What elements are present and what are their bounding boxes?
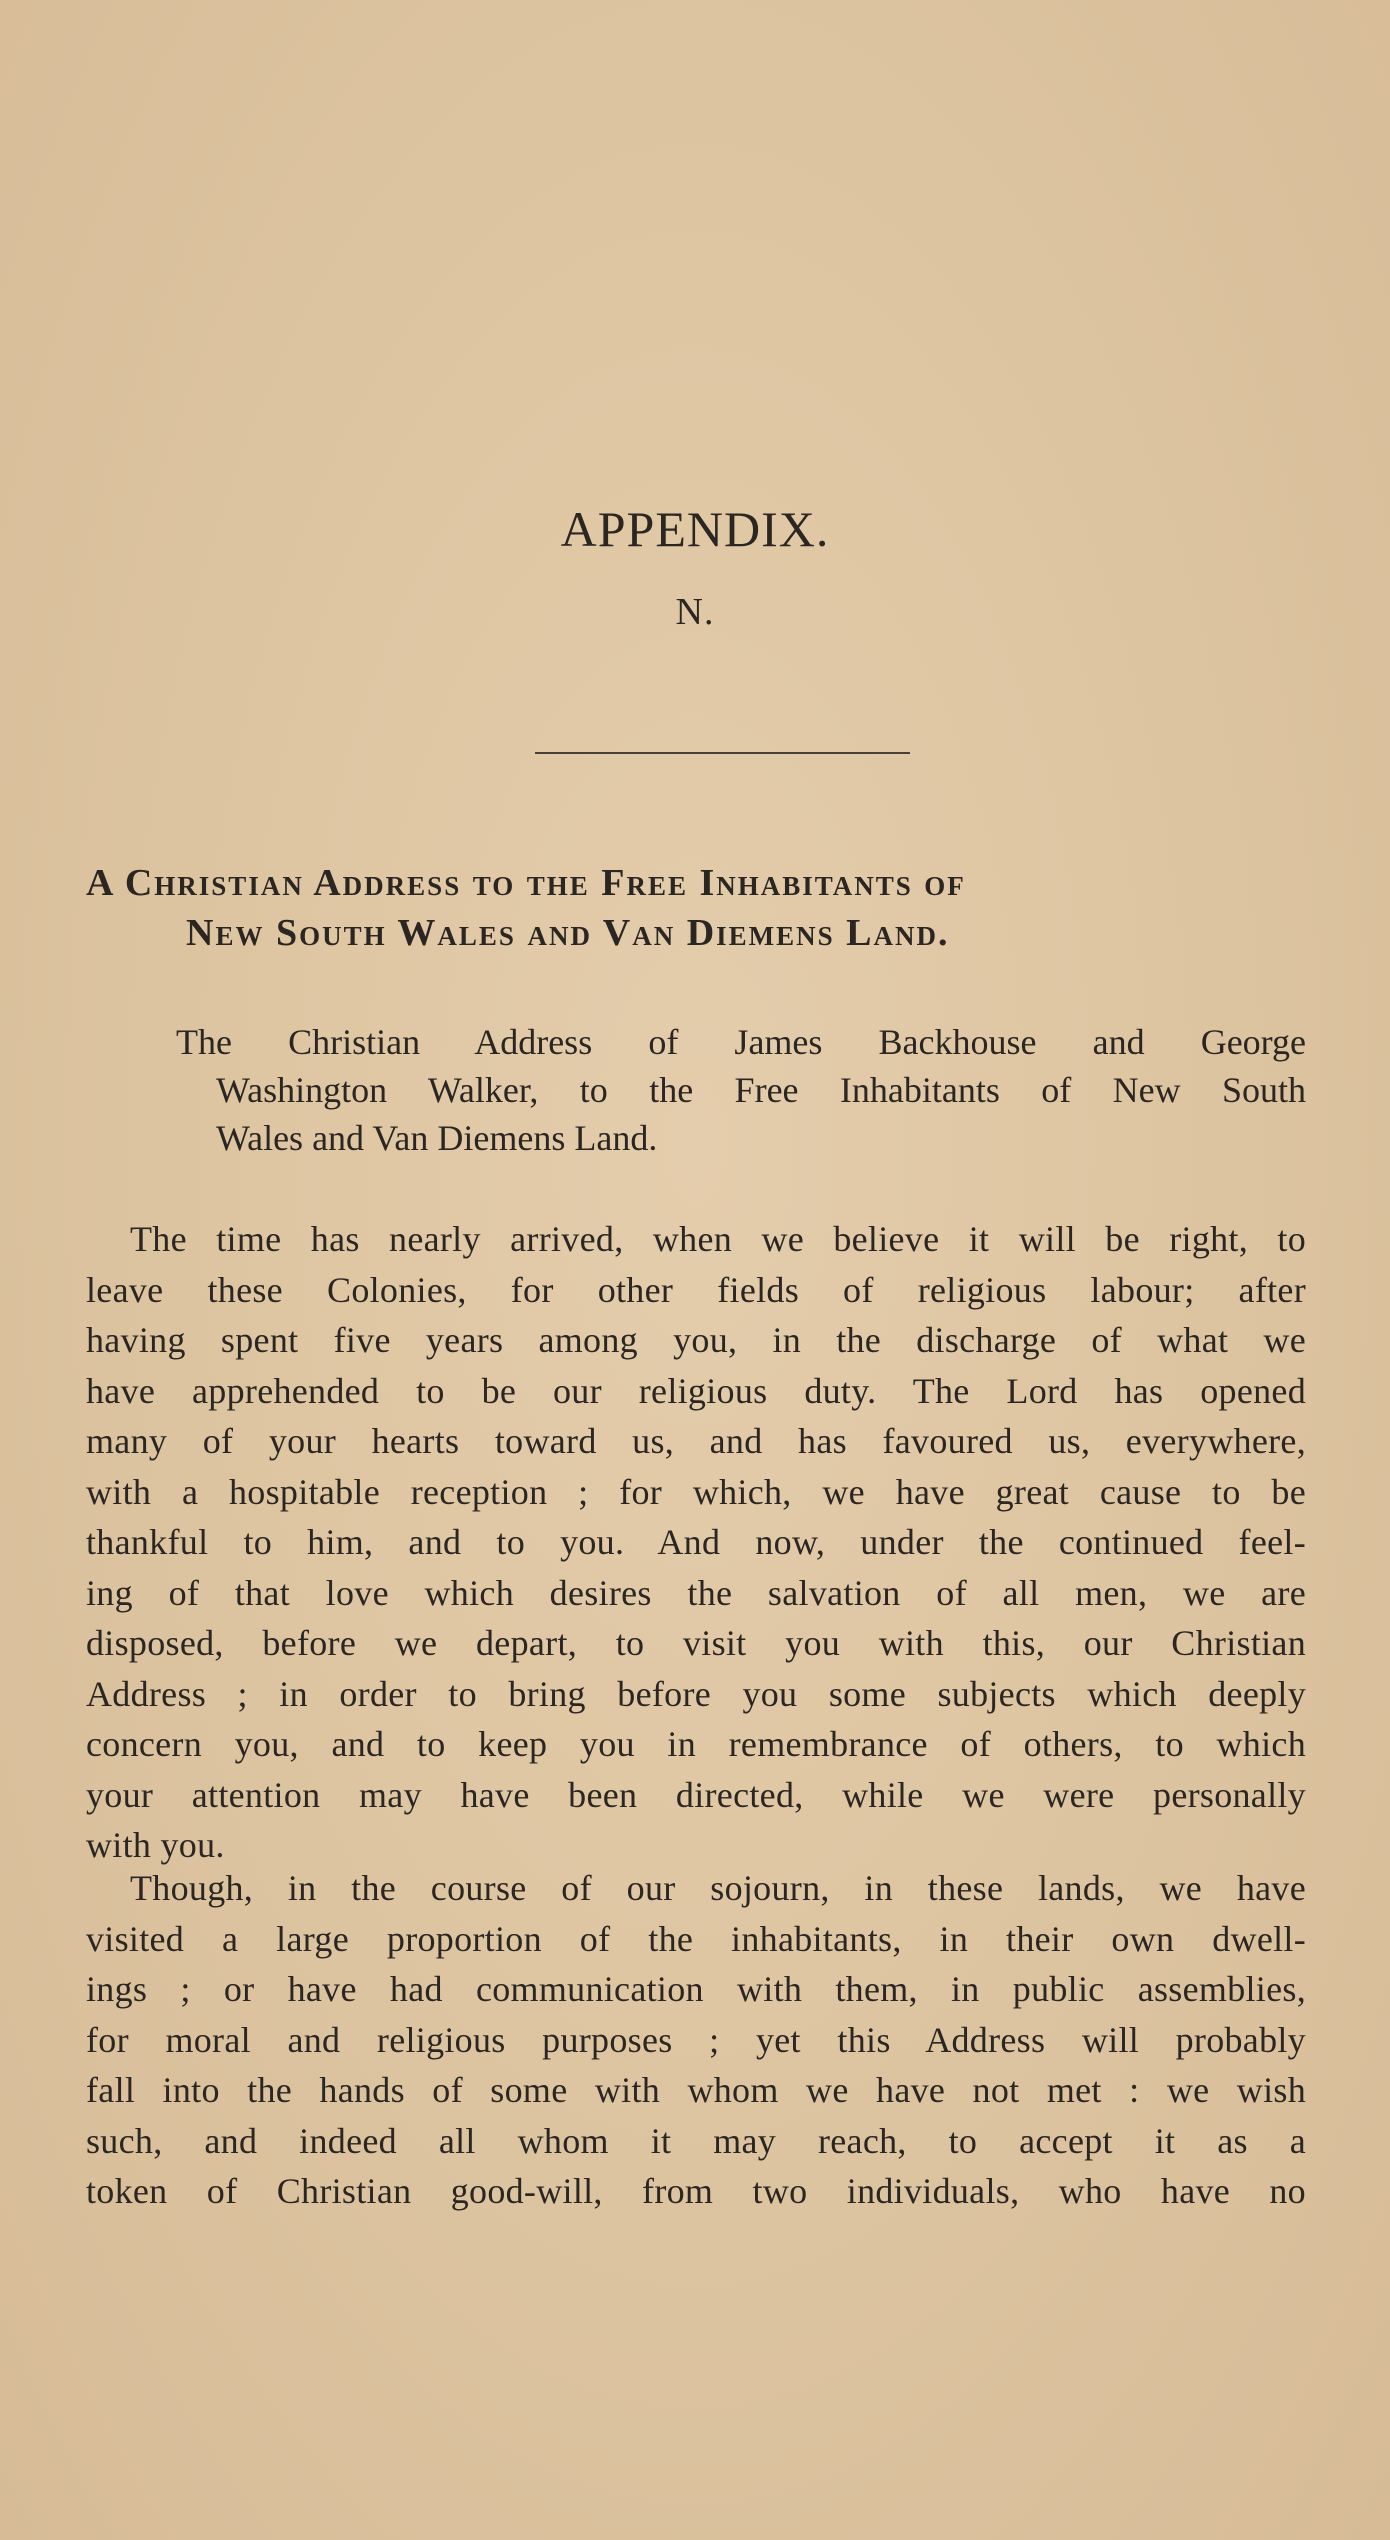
appendix-title: APPENDIX.: [560, 501, 830, 557]
text-line: have apprehended to be our religious duty. The Lord has opened: [86, 1370, 1306, 1411]
text-line: such, and indeed all whom it may reach, to accept it as a: [86, 2120, 1306, 2161]
text-line: concern you, and to keep you in remembrance of others, to which: [86, 1724, 1306, 1764]
text-line: Though, in the course of our sojourn, in these lands, we have: [130, 1868, 1306, 1908]
text-line: many of your hearts toward us, and has favoured us, everywhere,: [86, 1421, 1306, 1461]
text-line: with you.: [86, 1825, 225, 1865]
text-line: token of Christian good-will, from two individuals, who have no: [86, 2171, 1306, 2211]
text-line: fall into the hands of some with whom we have not met : we wish: [86, 2070, 1306, 2110]
text-line: for moral and religious purposes ; yet this Address will probably: [86, 2019, 1306, 2060]
body-paragraph-2: [86, 1863, 1306, 2217]
text-line: with a hospitable reception ; for which, we have great cause to be: [86, 1471, 1306, 1512]
text-line: The time has nearly arrived, when we believe it will be right, to: [130, 1219, 1306, 1259]
intro-line: The Christian Address of James Backhouse and George: [176, 1022, 1306, 1062]
body-paragraph-1: [86, 1214, 1306, 1871]
text-line: visited a large proportion of the inhabitants, in their own dwell-: [86, 1918, 1306, 1959]
address-title: [86, 858, 1311, 958]
text-line: having spent five years among you, in the discharge of what we: [86, 1320, 1306, 1360]
section-divider: [535, 752, 910, 754]
intro-line: Wales and Van Diemens Land.: [216, 1118, 658, 1158]
text-line: Address ; in order to bring before you some subjects which deeply: [86, 1673, 1306, 1714]
text-line: ings ; or have had communication with them, in public assemblies,: [86, 1969, 1306, 2009]
text-line: thankful to him, and to you. And now, under the continued feel-: [86, 1522, 1306, 1562]
text-line: ing of that love which desires the salvation of all men, we are: [86, 1572, 1306, 1613]
appendix-letter: N.: [675, 591, 715, 633]
text-line: your attention may have been directed, while we were personally: [86, 1774, 1306, 1815]
text-line: disposed, before we depart, to visit you with this, our Christian: [86, 1623, 1306, 1663]
address-title-line: New South Wales and Van Diemens Land.: [186, 912, 950, 954]
intro-line: Washington Walker, to the Free Inhabitants of New South: [216, 1070, 1306, 1110]
text-line: leave these Colonies, for other fields of religious labour; after: [86, 1269, 1306, 1310]
address-title-line: A Christian Address to the Free Inhabitants of: [86, 862, 966, 904]
intro-paragraph: [176, 1018, 1306, 1162]
